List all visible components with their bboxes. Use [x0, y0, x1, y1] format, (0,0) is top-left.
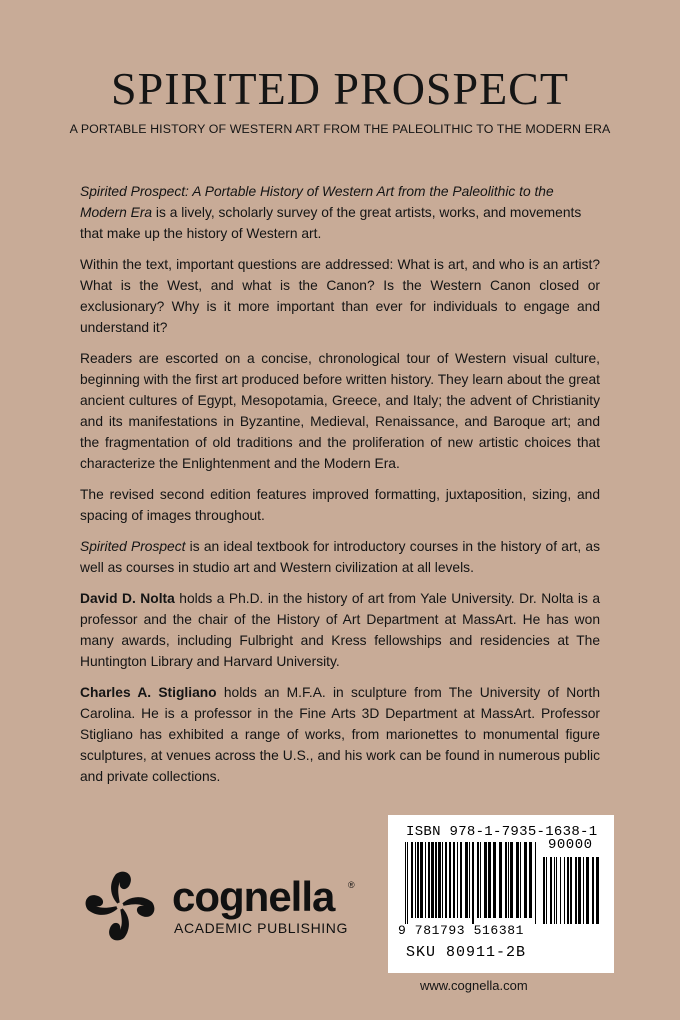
book-subtitle: A PORTABLE HISTORY OF WESTERN ART FROM THE PALEOLITHIC TO THE MODERN ERA — [69, 122, 611, 136]
barcode-bar — [488, 842, 491, 918]
author-bio-text-2: holds an M.F.A. in sculpture from The University of North Carolina. He is a professor in the Fine Arts 3D Department at MassArt. Professor Stigliano has exhibited a range of works, from marionettes to monumental figure sculptures, at venues across the U.S., and his work can be found in numerous public and private collections. — [80, 685, 600, 784]
book-title: SPIRITED PROSPECT — [111, 63, 569, 114]
flower-swirl-logo-icon — [80, 866, 160, 946]
barcode-bar — [567, 857, 569, 924]
barcode-bar — [560, 857, 561, 924]
barcode-bar — [431, 842, 434, 918]
barcode-bar — [477, 842, 479, 918]
description-paragraph-5 — [80, 536, 600, 578]
description-paragraph-4: The revised second edition features improved formatting, juxtaposition, sizing, and spacing of images throughout. — [80, 487, 600, 523]
barcode-bar — [499, 842, 502, 918]
description-paragraph-5-text: is an ideal textbook for introductory courses in the history of art, as well as courses in studio art and Western civilization at all levels. — [80, 539, 600, 575]
publisher-tagline: ACADEMIC PUBLISHING — [174, 920, 348, 936]
isbn-label: ISBN 978-1-7935-1638-1 — [406, 824, 598, 840]
barcode-bar — [415, 842, 416, 918]
registered-mark: ® — [348, 880, 355, 890]
barcode-bar — [465, 842, 468, 918]
barcode-bar — [428, 842, 430, 918]
author-bio-1 — [80, 588, 600, 672]
description-paragraph-1-text: is a lively, scholarly survey of the great artists, works, and movements that make up the history of Western art. — [80, 205, 582, 241]
barcode-bar — [469, 842, 470, 918]
description-paragraph-2: Within the text, important questions are addressed: What is art, and who is an artist? What is the West, and what is the Canon? Is the Western Canon closed or exclusionary? Why is it more important than ever for individuals to engage and understand it? — [80, 257, 600, 335]
barcode-bar — [472, 842, 474, 924]
barcode-bar — [578, 857, 581, 924]
barcode-bar — [449, 842, 451, 918]
description-title-italic: Spirited Prospect: A Portable History of Western Art from the Paleolithic to the Modern Era — [80, 184, 554, 220]
barcode-bar — [505, 842, 507, 918]
barcode-bar — [510, 842, 513, 918]
barcode-bar — [435, 842, 437, 918]
book-title-italic: Spirited Prospect — [80, 539, 186, 554]
barcode-bar — [554, 857, 555, 924]
barcode-bar — [438, 842, 441, 918]
barcode-bar — [442, 842, 443, 918]
sku-label: SKU 80911-2B — [406, 944, 527, 961]
barcode-bar — [411, 842, 413, 918]
publisher-logo — [80, 866, 380, 946]
barcode-bar — [480, 842, 481, 918]
barcode-bar — [484, 842, 487, 918]
publisher-website: www.cognella.com — [420, 978, 528, 993]
author-bio-text-1: holds a Ph.D. in the history of art from Yale University. Dr. Nolta is a professor and the chair of the History of Art Department at MassArt. He has won many awards, including Fulbright and Kress fellowships and residencies at The Huntington Library and Harvard University. — [80, 591, 600, 669]
barcode-bar — [493, 842, 496, 918]
barcode-bar — [586, 857, 589, 924]
barcode-bar — [405, 842, 406, 924]
author-name-1: David D. Nolta — [80, 591, 175, 606]
barcode-bar — [575, 857, 577, 924]
barcode-bar — [556, 857, 557, 924]
barcode-bar — [425, 842, 426, 918]
barcode-bar — [516, 842, 519, 918]
barcode-bar — [546, 857, 547, 924]
author-name-2: Charles A. Stigliano — [80, 685, 217, 700]
barcode-bar — [417, 842, 419, 918]
price-addon-digits: 90000 — [548, 837, 593, 853]
barcode-bar — [460, 842, 462, 918]
barcode-bar — [453, 842, 455, 918]
barcode-bar — [508, 842, 509, 918]
barcode-bar — [445, 842, 447, 918]
addon-barcode — [543, 857, 599, 924]
barcode-bar — [570, 857, 572, 924]
barcode-bar — [583, 857, 584, 924]
barcode-bar — [543, 857, 545, 924]
barcode-bar — [596, 857, 599, 924]
ean-digits: 9 781793 516381 — [398, 923, 525, 938]
barcode-bar — [592, 857, 594, 924]
description-text — [80, 181, 600, 797]
barcode-bar — [420, 842, 423, 918]
barcode-bar — [535, 842, 536, 924]
publisher-name: cognella — [172, 873, 335, 920]
barcode-bar — [529, 842, 532, 918]
barcode-bar — [520, 842, 521, 918]
description-paragraph-3: Readers are escorted on a concise, chronological tour of Western visual culture, beginning with the first art produced before written history. They learn about the great ancient cultures of Egypt, Mesopotamia, Greece, and Italy; the advent of Christianity and its manifestations in Byzantine, Medieval, Renaissance, and Baroque art; and the fragmentation of old traditions and the proliferation of new artistic choices that characterize the Enlightenment and the Modern Era. — [80, 351, 600, 471]
barcode-box — [388, 815, 614, 973]
barcode-bar — [524, 842, 527, 918]
barcode-bar — [564, 857, 565, 924]
barcode-bar — [550, 857, 552, 924]
description-paragraph-1 — [80, 181, 600, 244]
ean-barcode — [405, 842, 539, 924]
barcode-bar — [457, 842, 458, 918]
barcode-bar — [407, 842, 408, 924]
author-bio-2 — [80, 682, 600, 787]
